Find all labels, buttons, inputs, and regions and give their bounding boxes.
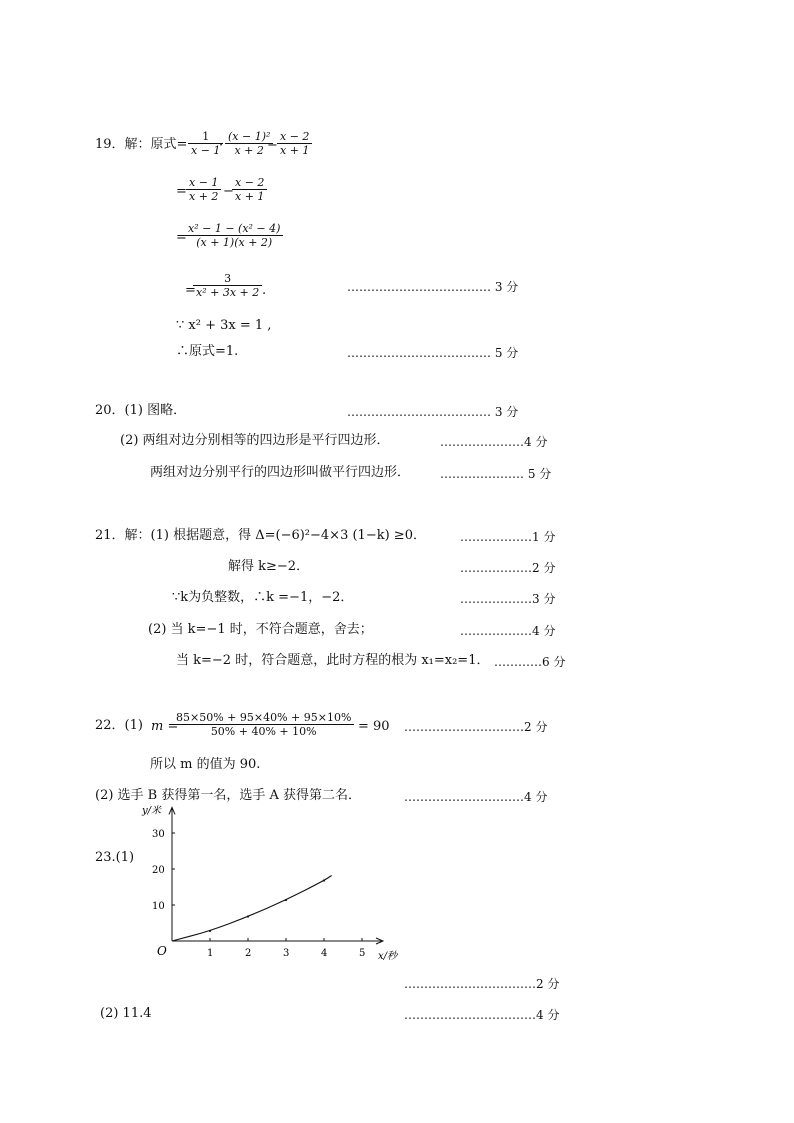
q21-l4: (2) 当 k=−1 时，不符合题意，舍去； bbox=[148, 622, 373, 637]
y-tick-label: 20 bbox=[152, 865, 165, 876]
chart-ticks bbox=[141, 804, 399, 962]
q22-label: 22．(1) bbox=[95, 718, 143, 733]
q21-l5-score: …………6 分 bbox=[494, 655, 566, 669]
y-axis-label: y/米 bbox=[142, 805, 162, 817]
q19-minus: − bbox=[267, 138, 278, 153]
q22-m-eq: m = bbox=[151, 719, 179, 734]
x-axis-label: x/秒 bbox=[378, 951, 398, 962]
q20-l2-score: …………………4 分 bbox=[440, 435, 548, 449]
q22-l1-score: …………………………2 分 bbox=[404, 720, 548, 734]
series-line-y bbox=[172, 875, 332, 941]
q20-l3-score: ………………… 5 分 bbox=[440, 467, 552, 481]
q21-l5: 当 k=−2 时，符合题意，此时方程的根为 x₁=x₂=1． bbox=[176, 653, 490, 668]
q20-l2: (2) 两组对边分别相等的四边形是平行四边形． bbox=[120, 433, 390, 448]
q21-l2-score: ………………2 分 bbox=[460, 561, 556, 575]
q21-l1-score: ………………1 分 bbox=[460, 530, 556, 544]
q22-frac: $\frac{85\times 50\% + 95\times 40\% + 95\times 10\%}{50\% + 40\% + 10\%}$ bbox=[173, 711, 354, 738]
q19-l6-score: ……………………………… 5 分 bbox=[347, 346, 519, 360]
x-tick-label: 3 bbox=[283, 948, 290, 959]
q19-l4-frac: $\frac{3}{\text{x² + 3x + 2}}$ bbox=[193, 272, 262, 299]
x-tick-label: 1 bbox=[207, 948, 214, 959]
q19-l2-frac1: $\frac{x - 1}{x + 2}$ bbox=[186, 176, 221, 203]
q20-l1-score: ……………………………… 3 分 bbox=[347, 405, 519, 419]
q21-l3: ∵k为负整数，∴k =−1，−2． bbox=[172, 590, 354, 605]
y-tick-label: 10 bbox=[152, 901, 165, 912]
q23-label: 23.(1) bbox=[95, 850, 135, 865]
q23-l2-score: ……………………………4 分 bbox=[404, 1008, 560, 1022]
chart-axes bbox=[169, 807, 383, 944]
q19-dot: · bbox=[219, 138, 224, 153]
y-tick-label: 30 bbox=[152, 829, 165, 840]
q21-l1: 21．解：(1) 根据题意，得 Δ=(−6)²−4×3 (1−k) ≥0． bbox=[95, 528, 426, 543]
q23-chart bbox=[130, 800, 400, 970]
q22-l3-score: …………………………4 分 bbox=[404, 790, 548, 804]
q19-frac2: $\frac{\text{(x − 1)²}}{x + 2}$ bbox=[225, 130, 273, 157]
data-point bbox=[285, 899, 287, 901]
origin-label: O bbox=[157, 944, 167, 958]
q19-l3-frac: $\frac{\text{x² − 1 − (x² − 4)}}{(x + 1)(x + 2)}$ bbox=[185, 222, 283, 249]
q22-result: = 90 bbox=[358, 719, 390, 734]
data-point bbox=[323, 879, 325, 881]
q19-l5: ∵ x² + 3x = 1 , bbox=[176, 318, 272, 333]
q19-l2-frac2: $\frac{x - 2}{x + 1}$ bbox=[232, 176, 267, 203]
x-tick-label: 5 bbox=[359, 948, 366, 959]
x-tick-label: 2 bbox=[245, 948, 252, 959]
q19-label: 19．解：原式= bbox=[95, 137, 188, 152]
q20-l1: 20．(1) 图略． bbox=[95, 403, 187, 418]
q19-l4-score: ……………………………… 3 分 bbox=[347, 280, 519, 294]
q19-l3-eq: = bbox=[176, 230, 187, 245]
q19-l2-eq: = bbox=[176, 184, 187, 199]
q19-l4-eq: = bbox=[185, 283, 196, 298]
q20-l3: 两组对边分别平行的四边形叫做平行四边形． bbox=[150, 465, 411, 480]
q19-frac3: $\frac{x - 2}{x + 1}$ bbox=[277, 130, 312, 157]
q19-l2-minus: − bbox=[223, 184, 234, 199]
q23-l2: (2) 11.4 bbox=[100, 1006, 152, 1021]
q19-l4-end: . bbox=[262, 283, 267, 298]
q19-l6: ∴原式=1. bbox=[176, 344, 239, 359]
q19-frac1: $\frac{1}{x - 1}$ bbox=[188, 130, 223, 157]
x-tick-label: 4 bbox=[321, 948, 328, 959]
q23-chart-score: ……………………………2 分 bbox=[404, 977, 560, 991]
data-point bbox=[247, 915, 249, 917]
chart-series bbox=[172, 875, 332, 941]
data-point bbox=[209, 930, 211, 932]
q21-l3-score: ………………3 分 bbox=[460, 592, 556, 606]
q21-l2: 解得 k≥−2． bbox=[228, 559, 310, 574]
q22-l3: (2) 选手 B 获得第一名，选手 A 获得第二名． bbox=[95, 788, 362, 803]
q21-l4-score: ………………4 分 bbox=[460, 624, 556, 638]
q22-l2: 所以 m 的值为 90. bbox=[150, 757, 261, 772]
